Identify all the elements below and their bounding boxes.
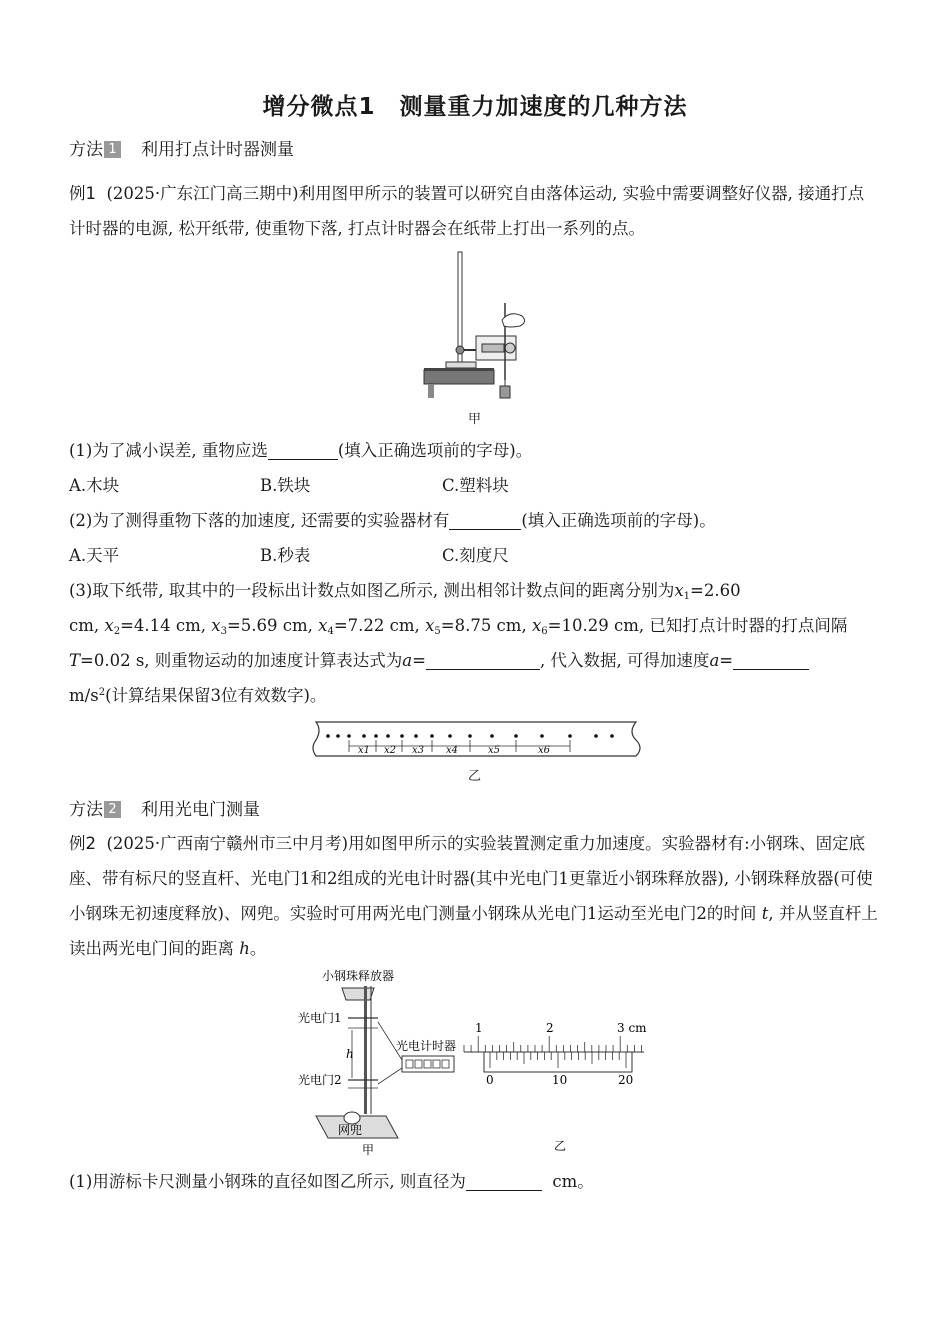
figure-caption-jia: 甲 <box>468 412 482 427</box>
method-title: 利用光电门测量 <box>141 800 260 820</box>
var-h: h <box>239 939 250 958</box>
question-3-line-4 <box>69 682 326 706</box>
x1-value: =2.60 <box>690 581 741 600</box>
tape-dot <box>468 734 472 738</box>
tape-dot <box>400 734 404 738</box>
vertical-rod <box>364 986 367 1114</box>
example-2-question-1 <box>69 1168 594 1192</box>
question-text: , 代入数据, 可得加速度 <box>539 651 710 670</box>
tape-label-x2: x2 <box>384 745 397 756</box>
option-a: A.天平 <box>69 546 120 565</box>
main-scale-label-3: 3 cm <box>617 1021 647 1035</box>
label-net: 网兜 <box>338 1123 363 1137</box>
example-label: 例2 <box>69 834 96 853</box>
question-2 <box>69 507 716 531</box>
wire-2 <box>378 1068 402 1084</box>
equals: = <box>719 651 734 670</box>
method-number-badge: 2 <box>104 801 121 818</box>
tape-dot <box>414 734 418 738</box>
question-text: (计算结果保留3位有效数字)。 <box>105 686 327 705</box>
figure-caption-jia-2: 甲 <box>362 1143 375 1156</box>
tape-label-x6: x6 <box>538 745 551 756</box>
answer-blank-value[interactable] <box>733 651 809 670</box>
example-intro-end: 。 <box>249 939 267 958</box>
table <box>424 370 494 384</box>
var-a: a <box>402 651 413 670</box>
vernier-scale-ticks <box>490 1052 626 1068</box>
timer-display <box>406 1060 449 1068</box>
example-2-intro <box>69 826 879 966</box>
timer-disk <box>505 343 515 353</box>
figure-caption-yi: 乙 <box>468 769 482 784</box>
tape-dot <box>610 734 614 738</box>
vernier-label-10: 10 <box>552 1073 568 1087</box>
tape-dot <box>326 734 330 738</box>
option-b: B.铁块 <box>260 476 311 495</box>
example-intro-text-2: , 并从竖直杆上读出两光电门间的距离 <box>69 904 878 958</box>
example-source: (2025·广西南宁赣州市三中月考) <box>106 834 349 853</box>
question-text: 已知打点计时器的打点间隔 <box>649 616 848 635</box>
method-2-header <box>69 795 260 820</box>
vernier-label-0: 0 <box>486 1073 494 1087</box>
tape-dot <box>540 734 544 738</box>
question-3-line-3 <box>69 647 809 671</box>
weight <box>500 386 510 398</box>
tape-dot <box>362 734 366 738</box>
figure-photogate-apparatus <box>294 966 470 1156</box>
unit-text: m/s <box>69 686 99 705</box>
example-1-intro <box>69 176 879 246</box>
x5-value: =8.75 cm, <box>440 616 527 635</box>
main-scale-ticks <box>464 1036 642 1052</box>
tape-label-x4: x4 <box>446 745 459 756</box>
table-top <box>424 368 494 371</box>
tape-dot <box>374 734 378 738</box>
x4-value: =7.22 cm, <box>333 616 420 635</box>
answer-blank[interactable] <box>268 441 338 460</box>
tape-dot <box>448 734 452 738</box>
answer-blank-expression[interactable] <box>426 651 540 670</box>
tape-dot <box>386 734 390 738</box>
tape-dot <box>347 734 351 738</box>
tape-label-x3: x3 <box>412 745 425 756</box>
example-intro-text: 用如图甲所示的实验装置测定重力加速度。实验器材有:小钢珠、固定底座、带有标尺的竖直杆、光电门1和2组成的光电计时器(其中光电门1更靠近小钢珠释放器), 小钢珠释放器(可使小钢珠无初速度释放)、网兜。实验时可用两光电门测量小钢珠从光电门1运动至光电门2的时间 <box>69 834 873 923</box>
x3-value: =5.69 cm, <box>226 616 313 635</box>
stand-base <box>446 362 476 368</box>
question-tail: (填入正确选项前的字母)。 <box>337 441 533 460</box>
x6-value: =10.29 cm, <box>547 616 645 635</box>
label-gate-1: 光电门1 <box>298 1011 342 1025</box>
question-3-line-2: cm, $x_2=4.14$ cm, $x_3=5.69$ cm, $x_4=7.22$ cm, $x_5=8.75$ cm, $x_6=10.29$ cm, 已知打点计时器的打点间隔 <box>69 616 848 637</box>
var-T: T <box>69 651 81 670</box>
page-title: 增分微点1 测量重力加速度的几种方法 <box>262 94 688 120</box>
example-label: 例1 <box>69 184 96 203</box>
unit-text: cm。 <box>552 1172 594 1191</box>
question-1 <box>69 437 532 461</box>
tape-label-x5: x5 <box>488 745 501 756</box>
equals: = <box>412 651 426 670</box>
label-gate-2: 光电门2 <box>298 1073 342 1087</box>
question-text: (1)为了减小误差, 重物应选 <box>69 441 268 460</box>
option-c: C.刻度尺 <box>442 546 509 565</box>
answer-blank[interactable] <box>466 1172 542 1191</box>
method-label: 方法 <box>69 140 103 160</box>
var-t: t <box>761 904 769 923</box>
method-title: 利用打点计时器测量 <box>141 140 294 160</box>
x2-value: =4.14 cm, <box>120 616 207 635</box>
option-a: A.木块 <box>69 476 120 495</box>
clamp-knob <box>456 346 464 354</box>
tape-dot <box>490 734 494 738</box>
method-number-badge: 1 <box>104 141 121 158</box>
tape-label-x1: x1 <box>358 745 371 756</box>
main-scale-label-1: 1 <box>475 1021 483 1035</box>
figure-tape <box>306 716 646 762</box>
tape-dot <box>594 734 598 738</box>
figure-caption-yi-2: 乙 <box>554 1139 567 1153</box>
tape-dot <box>514 734 518 738</box>
tape-dot <box>568 734 572 738</box>
table-leg <box>428 384 434 398</box>
timer-slot <box>482 344 504 352</box>
question-tail: (填入正确选项前的字母)。 <box>521 511 716 530</box>
question-text: (3)取下纸带, 取其中的一段标出计数点如图乙所示, 测出相邻计数点间的距离分别为 <box>69 581 675 600</box>
tape-dot <box>430 734 434 738</box>
example-source: (2025·广东江门高三期中) <box>106 184 299 203</box>
figure-apparatus <box>420 248 540 400</box>
unit-text: cm, <box>69 616 100 635</box>
var-a: a <box>709 651 720 670</box>
question-3-line-1: (3)取下纸带, 取其中的一段标出计数点如图乙所示, 测出相邻计数点间的距离分别为$x_1=2.60$ <box>69 581 741 602</box>
label-release: 小钢珠释放器 <box>322 969 395 983</box>
label-h: h <box>346 1047 354 1061</box>
option-b: B.秒表 <box>260 546 311 565</box>
method-label: 方法 <box>69 800 103 820</box>
question-text: (2)为了测得重物下落的加速度, 还需要的实验器材有 <box>69 511 450 530</box>
unit-exponent: 2 <box>98 687 106 698</box>
method-1-header <box>69 135 294 160</box>
answer-blank[interactable] <box>449 511 521 530</box>
main-scale-label-2: 2 <box>546 1021 554 1035</box>
question-text: =0.02 s, 则重物运动的加速度计算表达式为 <box>80 651 403 670</box>
example-intro-text: 利用图甲所示的装置可以研究自由落体运动, 实验中需要调整好仪器, 接通打点计时器的电源, 松开纸带, 使重物下落, 打点计时器会在纸带上打出一系列的点。 <box>69 184 865 238</box>
option-c: C.塑料块 <box>442 476 509 495</box>
tape-dot <box>336 734 340 738</box>
release-device <box>342 988 374 1000</box>
question-text: (1)用游标卡尺测量小钢珠的直径如图乙所示, 则直径为 <box>69 1172 466 1191</box>
vernier-label-20: 20 <box>618 1073 634 1087</box>
figure-vernier-caliper <box>460 1020 650 1156</box>
label-timer: 光电计时器 <box>396 1039 457 1053</box>
